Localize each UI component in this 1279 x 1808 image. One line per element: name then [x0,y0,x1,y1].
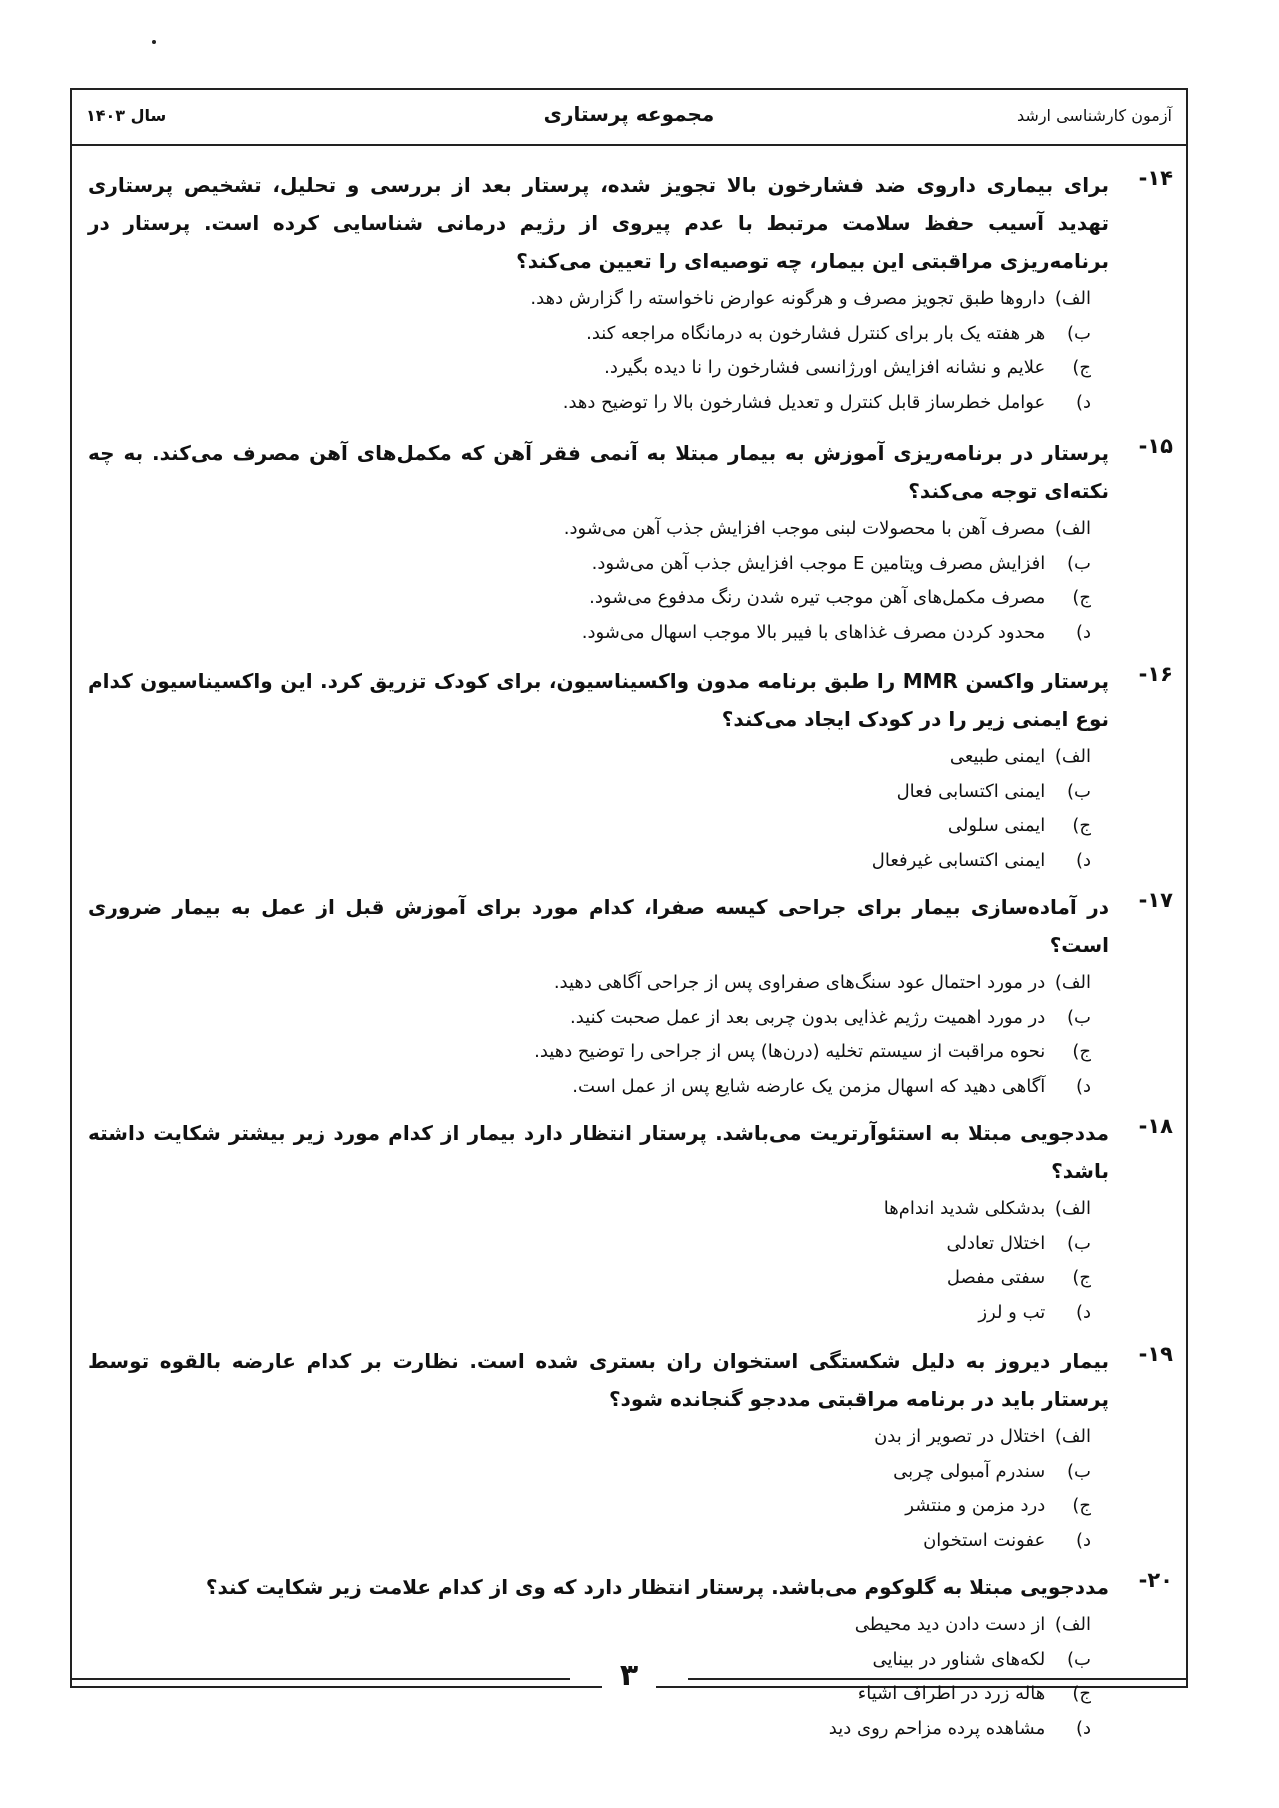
option-list [88,512,1091,650]
option-label: ب) [1067,1006,1091,1028]
question-text: پرستار واکسن MMR را طبق برنامه مدون واکسیناسیون، برای کودک تزریق کرد. این واکسیناسیون کدام نوع ایمنی زیر را در کودک ایجاد می‌کند؟ [88,669,1109,731]
answer-option [88,809,1091,844]
answer-option [88,616,1091,651]
subject-title: مجموعه پرستاری [543,102,715,126]
answer-option [88,1070,1091,1105]
answer-option [88,282,1091,317]
answer-option [88,386,1091,421]
option-label: ب) [1067,552,1091,574]
question-item [88,888,1173,1104]
option-text: عوامل خطرساز قابل کنترل و تعدیل فشارخون بالا را توضیح دهد. [562,391,1046,413]
option-text: اختلال در تصویر از بدن [874,1426,1046,1447]
option-text: درد مزمن و منتشر [905,1495,1046,1516]
option-label: ب) [1067,1648,1091,1670]
option-list [88,1192,1091,1330]
option-label: د) [1075,1717,1091,1739]
answer-option [88,317,1091,352]
option-label: الف) [1054,1426,1091,1447]
option-label: ب) [1067,322,1091,344]
option-text: اختلال تعادلی [946,1232,1046,1254]
option-label: الف) [1054,746,1091,767]
option-label: ج) [1072,587,1091,608]
scan-speck [152,40,156,44]
question-number: ۱۴- [1138,166,1173,190]
option-text: مشاهده پرده مزاحم روی دید [828,1717,1046,1739]
option-label: د) [1075,1529,1091,1551]
option-text: لکه‌های شناور در بینایی [872,1648,1046,1670]
option-text: ایمنی اکتسابی فعال [896,780,1046,802]
question-text: برای بیماری داروی ضد فشارخون بالا تجویز شده، پرستار بعد از بررسی و تحلیل، تشخیص پرستاری تهدید آسیب حفظ سلامت مرتبط با عدم پیروی از رژیم درمانی شناسایی کرده است. پرستار در برنامه‌ریزی مراقبتی این بیمار، چه توصیه‌ای را تعیین می‌کند؟ [88,173,1109,273]
option-text: ایمنی سلولی [947,815,1046,836]
option-label: ب) [1067,1232,1091,1254]
option-label: ب) [1067,780,1091,802]
option-text: محدود کردن مصرف غذاهای با فیبر بالا موجب اسهال می‌شود. [581,621,1046,643]
option-text: مصرف آهن با محصولات لبنی موجب افزایش جذب آهن می‌شود. [563,518,1046,539]
question-number: ۱۶- [1138,662,1173,686]
option-label: ج) [1072,357,1091,378]
option-text: هر هفته یک بار برای کنترل فشارخون به درمانگاه مراجعه کند. [586,322,1046,344]
question-item [88,434,1173,650]
question-number: ۱۸- [1138,1114,1173,1138]
answer-option [88,581,1091,616]
answer-option [88,1712,1091,1747]
question-list [88,166,1173,1756]
option-label: الف) [1054,1614,1091,1635]
option-label: د) [1075,849,1091,871]
option-list [88,282,1091,420]
answer-option [88,1035,1091,1070]
option-label: ج) [1072,1495,1091,1516]
answer-option [88,1455,1091,1490]
question-item [88,1114,1173,1330]
answer-option [88,844,1091,879]
option-text: بدشکلی شدید اندام‌ها [883,1198,1046,1219]
option-text: تب و لرز [978,1301,1046,1323]
option-text: داروها طبق تجویز مصرف و هرگونه عوارض ناخواسته را گزارش دهد. [530,288,1046,309]
question-text: پرستار در برنامه‌ریزی آموزش به بیمار مبتلا به آنمی فقر آهن که مکمل‌های آهن مصرف می‌کند. به چه نکته‌ای توجه می‌کند؟ [88,441,1109,503]
answer-option [88,966,1091,1001]
question-item [88,1568,1173,1746]
option-label: ب) [1067,1460,1091,1482]
answer-option [88,1524,1091,1559]
option-text: در مورد احتمال عود سنگ‌های صفراوی پس از جراحی آگاهی دهید. [553,972,1046,993]
answer-option [88,512,1091,547]
answer-option [88,1261,1091,1296]
answer-option [88,1420,1091,1455]
option-text: از دست دادن دید محیطی [854,1614,1046,1635]
answer-option [88,1001,1091,1036]
answer-option [88,1227,1091,1262]
option-list [88,966,1091,1104]
answer-option [88,1296,1091,1331]
option-text: علایم و نشانه افزایش اورژانسی فشارخون را نا دیده بگیرد. [604,357,1046,378]
answer-option [88,547,1091,582]
option-list [88,740,1091,878]
option-label: د) [1075,391,1091,413]
page-number: ۳ [70,1658,1188,1693]
option-text: ایمنی اکتسابی غیرفعال [871,849,1046,871]
option-label: الف) [1054,972,1091,993]
option-label: د) [1075,1301,1091,1323]
question-text: مددجویی مبتلا به گلوکوم می‌باشد. پرستار انتظار دارد که وی از کدام علامت زیر شکایت کند؟ [205,1575,1109,1599]
answer-option [88,351,1091,386]
question-item [88,1342,1173,1558]
option-label: ج) [1072,815,1091,836]
option-text: افزایش مصرف ویتامین E موجب افزایش جذب آهن می‌شود. [591,552,1046,574]
option-text: مصرف مکمل‌های آهن موجب تیره شدن رنگ مدفوع می‌شود. [589,587,1046,608]
option-label: ج) [1072,1683,1091,1704]
question-item [88,166,1173,420]
option-label: د) [1075,1075,1091,1097]
option-label: ج) [1072,1041,1091,1062]
option-text: عفونت استخوان [923,1529,1046,1551]
option-text: سفتی مفصل [946,1267,1046,1288]
question-number: ۱۹- [1138,1342,1173,1366]
option-text: در مورد اهمیت رژیم غذایی بدون چربی بعد از عمل صحبت کنید. [570,1006,1046,1028]
option-label: د) [1075,621,1091,643]
question-item [88,662,1173,878]
question-number: ۲۰- [1138,1568,1173,1592]
answer-option [88,775,1091,810]
option-text: نحوه مراقبت از سیستم تخلیه (درن‌ها) پس از جراحی را توضیح دهید. [534,1041,1046,1062]
question-text: مددجویی مبتلا به استئوآرتریت می‌باشد. پرستار انتظار دارد بیمار از کدام مورد زیر بیشتر شکایت داشته باشد؟ [88,1121,1109,1183]
answer-option [88,740,1091,775]
option-list [88,1420,1091,1558]
question-text: بیمار دیروز به دلیل شکستگی استخوان ران بستری شده است. نظارت بر کدام عارضه بالقوه توسط پرستار باید در برنامه مراقبتی مددجو گنجانده شود؟ [88,1349,1109,1411]
option-label: الف) [1054,1198,1091,1219]
answer-option [88,1192,1091,1227]
option-text: هاله زرد در اطراف اشیاء [857,1683,1046,1704]
answer-option [88,1489,1091,1524]
option-text: ایمنی طبیعی [949,746,1046,767]
page-header [72,90,1186,146]
exam-year: سال ۱۴۰۳ [86,106,167,125]
option-text: آگاهی دهید که اسهال مزمن یک عارضه شایع پس از عمل است. [572,1075,1046,1097]
page-footer [70,1658,1188,1698]
exam-title: آزمون کارشناسی ارشد [1017,106,1172,125]
option-label: الف) [1054,288,1091,309]
option-label: ج) [1072,1267,1091,1288]
question-number: ۱۵- [1138,434,1173,458]
question-text: در آماده‌سازی بیمار برای جراحی کیسه صفرا، کدام مورد برای آموزش قبل از عمل به بیمار ضروری است؟ [88,895,1109,957]
answer-option [88,1608,1091,1643]
question-number: ۱۷- [1138,888,1173,912]
option-text: سندرم آمبولی چربی [893,1460,1046,1482]
option-label: الف) [1054,518,1091,539]
